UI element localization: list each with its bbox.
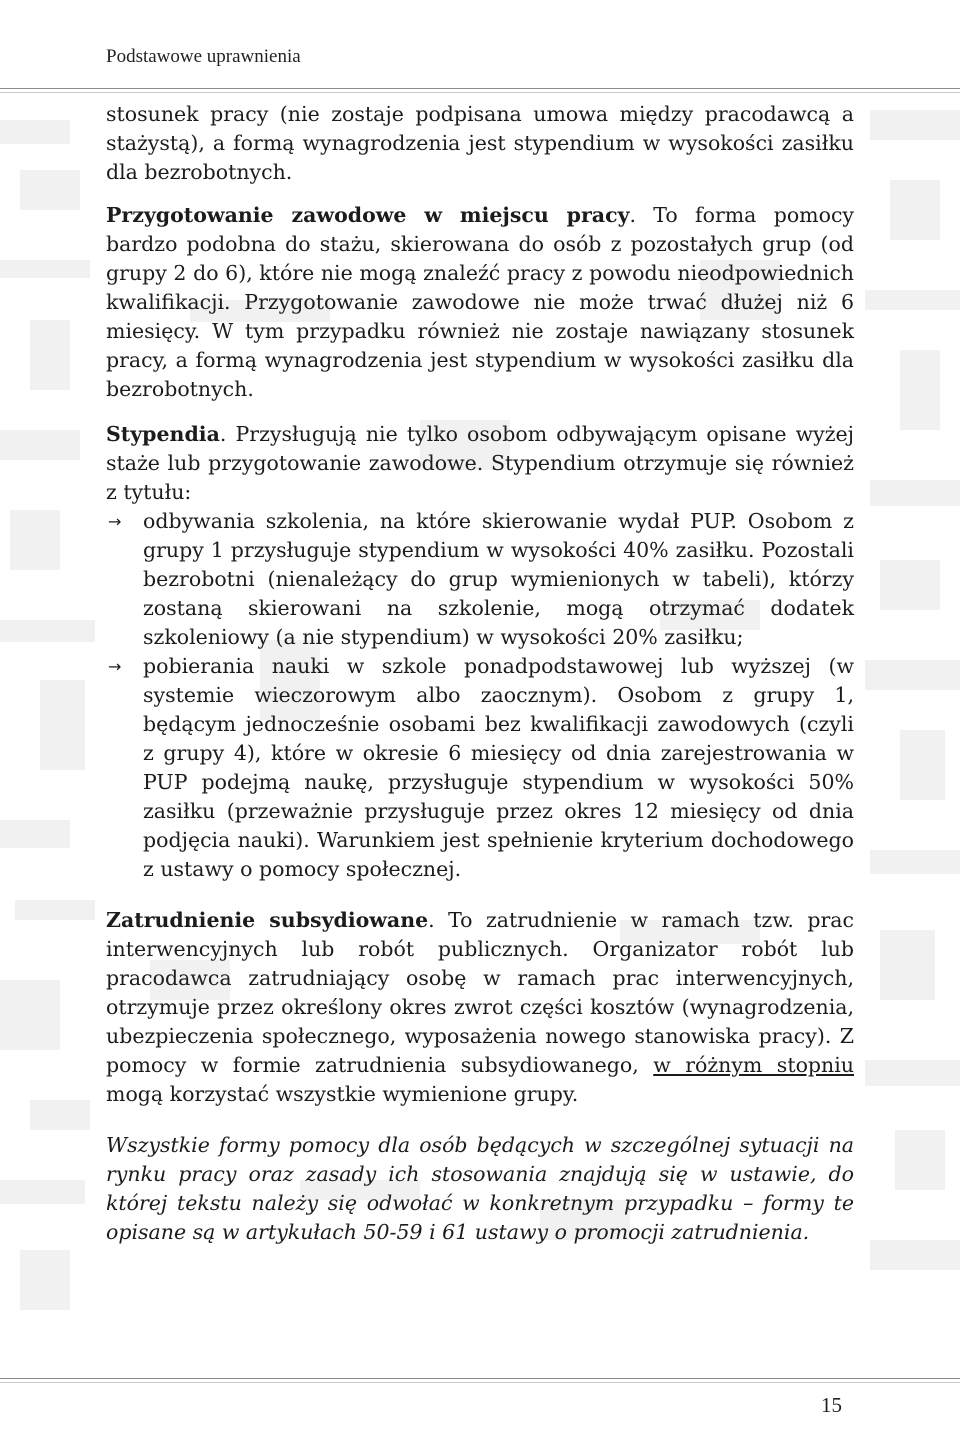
list-item: → odbywania szkolenia, na które skierowanie wydał PUP. Osobom z grupy 1 przysługuje stypendium w wysokości 40% zasiłku. Pozostali bezrobotni (nienależący do grup wymienionych w tabeli), którzy zostaną skierowani na szkolenie, mogą otrzymać dodatek szkoleniowy (a nie stypendium) w wysokości 20% zasiłku; [108, 509, 854, 649]
page-number: 15 [821, 1393, 842, 1417]
arrow-bullet-icon: → [108, 657, 122, 676]
header-rule-secondary [0, 92, 960, 93]
header-rule [0, 88, 960, 89]
subsidized-heading: Zatrudnienie subsydiowane [106, 908, 429, 932]
footer-rule [0, 1378, 960, 1379]
scholarships-text: . Przysługują nie tylko osobom odbywającym opisane wyżej staże lub przygotowanie zawodowe. Stypendium otrzymuje się również z tytułu: [106, 422, 854, 504]
list-item: → pobierania nauki w szkole ponadpodstawowej lub wyższej (w systemie wieczorowym albo zaocznym). Osobom z grupy 1, będącym jednocześnie osobami bez kwalifikacji zawodowych (czyli z grupy 4), które w okresie 6 miesięcy od dnia zarejestrowania w PUP podejmą naukę, przysługuje stypendium w wysokości 50% zasiłku (przeważnie przysługuje przez okres 12 miesięcy od dnia podjęcia nauki). Warunkiem jest spełnienie kryterium dochodowego z ustawy o pomocy społecznej. [108, 654, 854, 881]
arrow-bullet-icon: → [108, 512, 122, 531]
subsidized-paragraph: Zatrudnienie subsydiowane. To zatrudnienie w ramach tzw. prac interwencyjnych lub robót publicznych. Organizator robót lub pracodawca zatrudniający osobę w ramach prac interwencyjnych, otrzymuje przez określony okres zwrot części kosztów (wynagrodzenia, ubezpieczenia społecznego, wyposażenia nowego stanowiska pracy). Z pomocy w formie zatrudnienia subsydiowanego, w różnym stopniu mogą korzystać wszystkie wymienione grupy. [106, 908, 854, 1106]
scholarships-list [106, 507, 854, 884]
main-content [106, 100, 854, 1247]
footer-rule-secondary [0, 1382, 960, 1383]
training-paragraph [106, 201, 854, 404]
training-heading: Przygotowanie zawodowe w miejscu pracy [106, 203, 630, 227]
running-header: Podstawowe uprawnienia [106, 46, 301, 67]
scholarships-heading: Stypendia [106, 422, 220, 446]
scholarships-paragraph [106, 420, 854, 507]
intro-paragraph: stosunek pracy (nie zostaje podpisana umowa między pracodawcą a stażystą), a formą wynagrodzenia jest stypendium w wysokości zasiłku dla bezrobotnych. [106, 102, 854, 184]
legal-note: Wszystkie formy pomocy dla osób będących w szczególnej sytuacji na rynku pracy oraz zasady ich stosowania znajdują się w ustawie, do której tekstu należy się odwołać w konkretnym przypadku – formy te opisane są w artykułach 50-59 i 61 ustawy o promocji zatrudnienia. [106, 1133, 854, 1244]
underlined-phrase: w różnym stopniu [653, 1053, 854, 1077]
training-text: . To forma pomocy bardzo podobna do stażu, skierowana do osób z pozostałych grup (od grupy 2 do 6), które nie mogą znaleźć pracy z powodu nieodpowiednich kwalifikacji. Przygotowanie zawodowe nie może trwać dłużej niż 6 miesięcy. W tym przypadku również nie zostaje nawiązany stosunek pracy, a formą wynagrodzenia jest stypendium w wysokości zasiłku dla bezrobotnych. [106, 203, 855, 401]
